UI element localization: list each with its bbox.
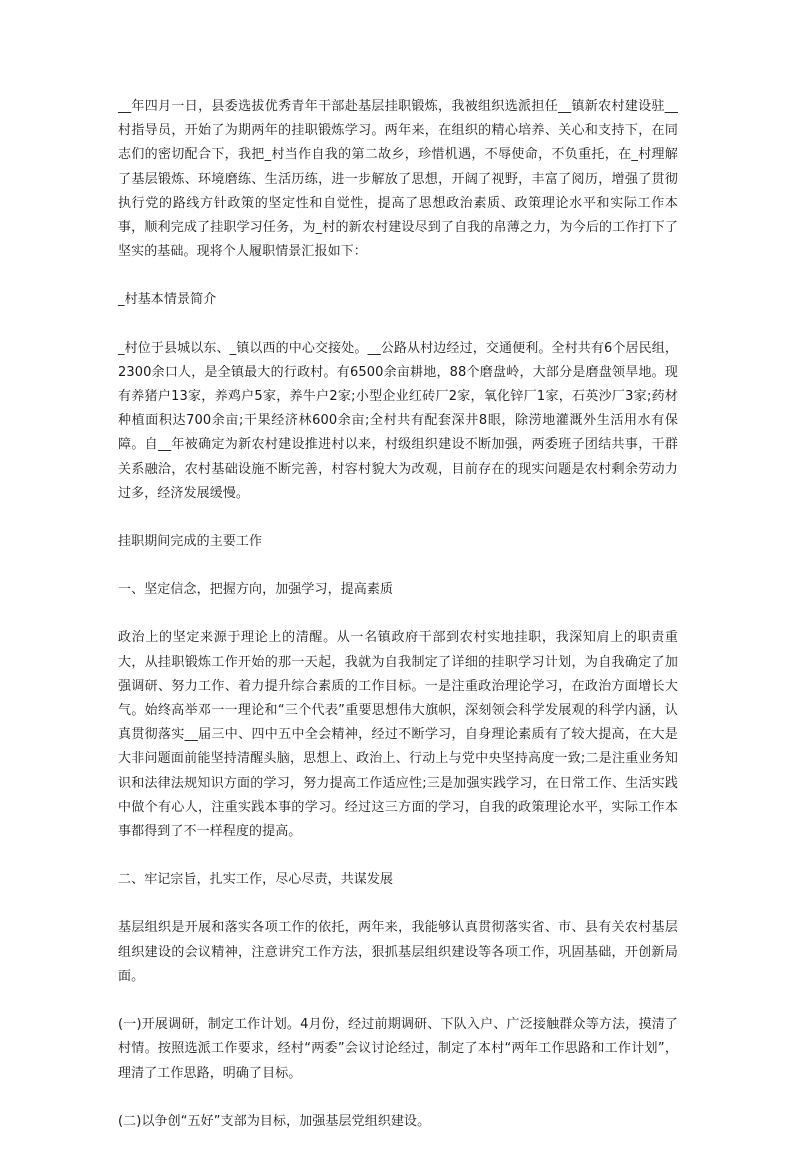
document-page	[118, 95, 678, 1158]
section-heading-village-overview: _村基本情景简介	[118, 292, 217, 308]
grassroots-organization-paragraph: 基层组织是开展和落实各项工作的依托，两年来，我能够认真贯彻落实省、市、县有关农村基层组织建设的会议精神，注意讲究工作方法，狠抓基层组织建设等各项工作，巩固基础，开创新局面。	[118, 920, 678, 984]
village-overview-paragraph: _村位于县城以东、_镇以西的中心交接处。__公路从村边经过，交通便利。全村共有6个居民组，2300余口人，是全镇最大的行政村。有6500余亩耕地，88个磨盘岭，大部分是磨盘领旱地。现有养猪户13家，养鸡户5家，养牛户2家;小型企业红砖厂2家，氧化锌厂1家，石英沙厂3家;药材种植面积达700余亩;干果经济林600余亩;全村共有配套深井8眼，除涝地灌溉外生活用水有保障。自__年被确定为新农村建设推进村以来，村级组织建设不断加强，两委班子团结共事，干群关系融洽，农村基础设施不断完善，村容村貌大为改观，目前存在的现实问题是农村剩余劳动力过多，经济发展缓慢。	[118, 340, 678, 501]
subsection-heading-two: 二、牢记宗旨，扎实工作，尽心尽责，共谋发展	[118, 872, 394, 888]
work-plan-paragraph: (一)开展调研，制定工作计划。4月份，经过前期调研、下队入户、广泛接触群众等方法，摸清了村情。按照选派工作要求，经村“两委”会议讨论经过，制定了本村“两年工作思路和工作计划”，理清了工作思路，明确了目标。	[118, 1017, 678, 1081]
subsection-heading-one: 一、坚定信念，把握方向，加强学习，提高素质	[118, 582, 394, 598]
political-study-paragraph: 政治上的坚定来源于理论上的清醒。从一名镇政府干部到农村实地挂职，我深知肩上的职责重大，从挂职锻炼工作开始的那一天起，我就为自我制定了详细的挂职学习计划，为自我确定了加强调研、努力工作、着力提升综合素质的工作目标。一是注重政治理论学习，在政治方面增长大气。始终高举邓一一理论和“三个代表”重要思想伟大旗帜，深刻领会科学发展观的科学内涵，认真贯彻落实__届三中、四中五中全会精神，经过不断学习，自身理论素质有了较大提高，在大是大非问题面前能坚持清醒头脑，思想上、政治上、行动上与党中央坚持高度一致;二是注重业务知识和法律法规知识方面的学习，努力提高工作适应性;三是加强实践学习，在日常工作、生活实践中做个有心人，注重实践本事的学习。经过这三方面的学习，自我的政策理论水平，实际工作本事都得到了不一样程度的提高。	[118, 630, 678, 840]
party-building-paragraph: (二)以争创“五好”支部为目标，加强基层党组织建设。	[118, 1113, 431, 1129]
section-heading-main-work: 挂职期间完成的主要工作	[118, 534, 263, 550]
intro-paragraph: __年四月一日，县委选拔优秀青年干部赴基层挂职锻炼，我被组织选派担任__镇新农村建设驻__村指导员，开始了为期两年的挂职锻炼学习。两年来，在组织的精心培养、关心和支持下，在同志们的密切配合下，我把_村当作自我的第二故乡，珍惜机遇，不辱使命，不负重托，在_村理解了基层锻炼、环境磨练、生活历练，进一步解放了思想，开阔了视野，丰富了阅历，增强了贯彻执行党的路线方针政策的坚定性和自觉性，提高了思想政治素质、政策理论水平和实际工作本事，顺利完成了挂职学习任务，为_村的新农村建设尽到了自我的帛薄之力，为今后的工作打下了坚实的基础。现将个人履职情景汇报如下：	[118, 99, 678, 260]
